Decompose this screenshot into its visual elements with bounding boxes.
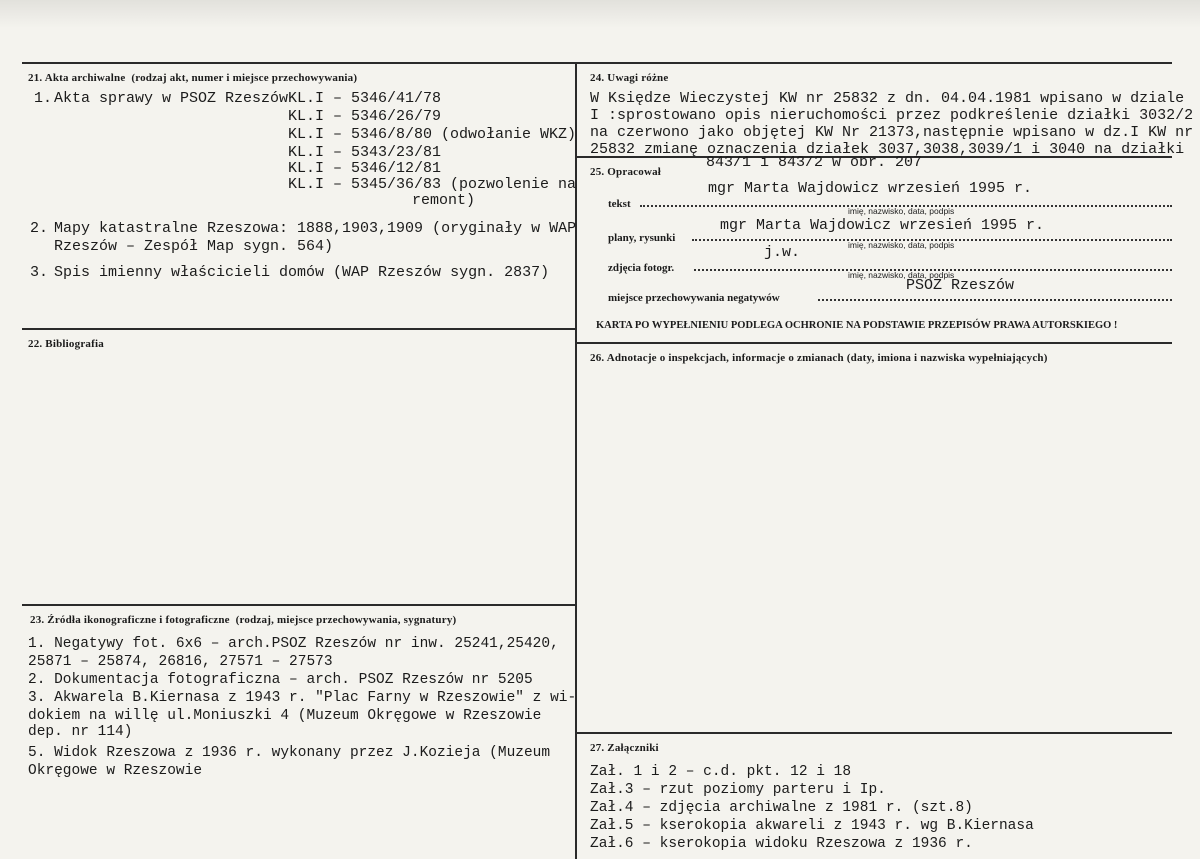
divider-26-27 [577, 732, 1172, 734]
plans-label: plany, rysunki [608, 232, 676, 244]
negatives-location-value: PSOZ Rzeszów [906, 277, 1015, 294]
attachment-line-1: Zał. 1 i 2 – c.d. pkt. 12 i 18 [590, 764, 852, 780]
plans-value: mgr Marta Wajdowicz wrzesień 1995 r. [720, 217, 1045, 234]
archive-item-2-line-1: Mapy katastralne Rzeszowa: 1888,1903,1909 (oryginały w WAP [54, 220, 577, 237]
section-24-heading: 24. Uwagi różne [590, 72, 669, 84]
archive-item-2-line-2: Rzeszów – Zespół Map sygn. 564) [54, 238, 334, 255]
archive-kl-1: KL.I – 5346/41/78 [288, 90, 442, 107]
archive-item-3-number: 3. [30, 264, 49, 281]
source-line-6: dep. nr 114) [28, 724, 133, 740]
source-line-3: 2. Dokumentacja fotograficzna – arch. PSOZ Rzeszów nr 5205 [28, 672, 533, 688]
attachment-line-5: Zał.6 – kserokopia widoku Rzeszowa z 1936 r. [590, 836, 973, 852]
negatives-location-label: miejsce przechowywania negatywów [608, 292, 780, 304]
author-text-hint: imię, nazwisko, data, podpis [848, 206, 955, 216]
archive-kl-6: KL.I – 5345/36/83 (pozwolenie na [288, 176, 577, 193]
author-text-value: mgr Marta Wajdowicz wrzesień 1995 r. [708, 180, 1033, 197]
archive-kl-3: KL.I – 5346/8/80 (odwołanie WKZ) [288, 126, 577, 143]
section-27-heading: 27. Załączniki [590, 742, 659, 754]
section-21-heading: 21. Akta archiwalne (rodzaj akt, numer i miejsce przechowywania) [28, 72, 358, 84]
card-top-edge [0, 0, 1200, 28]
divider-25-26 [577, 342, 1172, 344]
source-line-4: 3. Akwarela B.Kiernasa z 1943 r. "Plac Farny w Rzeszowie" z wi- [28, 690, 577, 706]
author-text-label: tekst [608, 198, 631, 210]
remarks-line-1: W Księdze Wieczystej KW nr 25832 z dn. 04.04.1981 wpisano w dziale [590, 90, 1185, 107]
section-26-heading: 26. Adnotacje o inspekcjach, informacje o zmianach (daty, imiona i nazwiska wypełniających) [590, 352, 1048, 364]
photos-value: j.w. [764, 244, 801, 261]
section-23-heading: 23. Źródła ikonograficzne i fotograficzne (rodzaj, miejsce przechowywania, sygnatury) [30, 614, 457, 626]
attachment-line-3: Zał.4 – zdjęcia archiwalne z 1981 r. (szt.8) [590, 800, 973, 816]
copyright-notice: KARTA PO WYPEŁNIENIU PODLEGA OCHRONIE NA PODSTAWIE PRZEPISÓW PRAWA AUTORSKIEGO ! [596, 320, 1118, 331]
archive-kl-6-continued: remont) [412, 192, 476, 209]
section-25-heading: 25. Opracował [590, 166, 662, 178]
remarks-line-4: 25832 zmianę oznaczenia działek 3037,3038,3039/1 i 3040 na działki [590, 141, 1185, 158]
remarks-line-2: I :sprostowano opis nieruchomości przez podkreślenie działki 3032/2 [590, 107, 1194, 124]
divider-21-22 [22, 328, 575, 330]
photos-label: zdjęcia fotogr. [608, 262, 675, 274]
source-line-2: 25871 – 25874, 26816, 27571 – 27573 [28, 654, 333, 670]
remarks-line-5: 843/1 i 843/2 w obr. 207 [706, 156, 923, 166]
archive-item-1-text: Akta sprawy w PSOZ Rzeszów [54, 90, 289, 107]
archive-item-2-number: 2. [30, 220, 49, 237]
attachment-line-4: Zał.5 – kserokopia akwareli z 1943 r. wg B.Kiernasa [590, 818, 1034, 834]
frame-top-line [22, 62, 1172, 64]
archive-kl-4: KL.I – 5343/23/81 [288, 144, 442, 161]
photos-hint: imię, nazwisko, data, podpis [848, 270, 955, 280]
divider-22-23 [22, 604, 575, 606]
archive-kl-2: KL.I – 5346/26/79 [288, 108, 442, 125]
archive-item-1-number: 1. [34, 90, 53, 107]
source-line-8: Okręgowe w Rzeszowie [28, 763, 203, 779]
source-line-1: 1. Negatywy fot. 6x6 – arch.PSOZ Rzeszów nr inw. 25241,25420, [28, 636, 559, 652]
attachment-line-2: Zał.3 – rzut poziomy parteru i Ip. [590, 782, 886, 798]
section-22-heading: 22. Bibliografia [28, 338, 104, 350]
source-line-5: dokiem na willę ul.Moniuszki 4 (Muzeum Okręgowe w Rzeszowie [28, 708, 542, 724]
plans-hint: imię, nazwisko, data, podpis [848, 240, 955, 250]
archive-item-3-text: Spis imienny właścicieli domów (WAP Rzeszów sygn. 2837) [54, 264, 550, 281]
remarks-line-3: na czerwono jako objętej KW Nr 21373,następnie wpisano w dz.I KW nr [590, 124, 1194, 141]
archive-kl-5: KL.I – 5346/12/81 [288, 160, 442, 177]
source-line-7: 5. Widok Rzeszowa z 1936 r. wykonany przez J.Kozieja (Muzeum [28, 745, 551, 761]
negatives-location-dotted-line [818, 299, 1172, 301]
